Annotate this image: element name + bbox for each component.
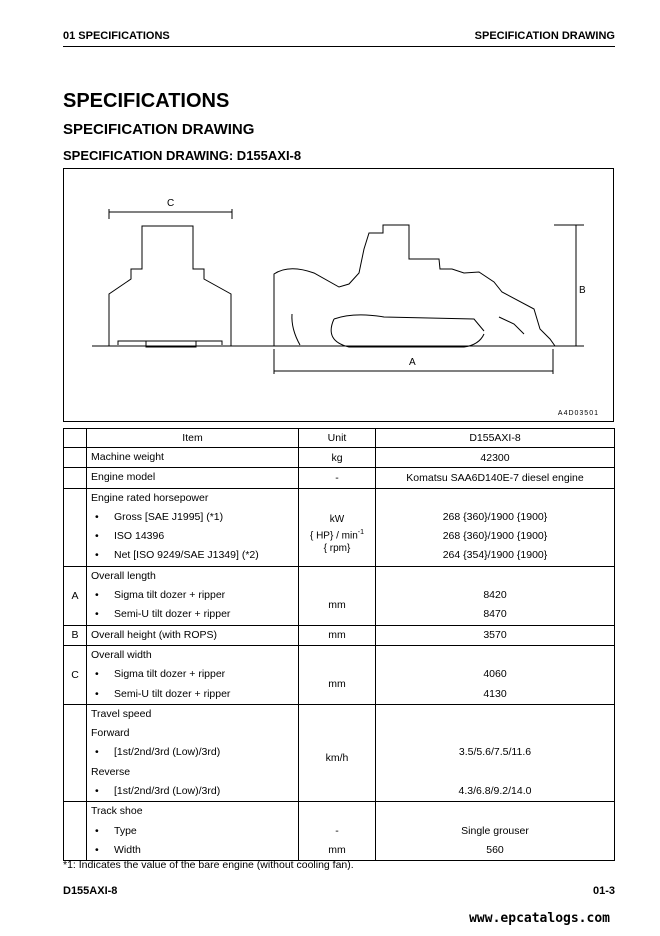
shoe-width-value: 560: [486, 843, 504, 856]
horsepower-unit: kW { $HP\} / \min^{-1}$ { rpm}: [299, 488, 376, 566]
dimension-c-label: C: [167, 198, 175, 209]
table-header-row: [64, 429, 615, 448]
overall-width-unit: mm: [299, 645, 376, 704]
overall-width-label: Overall width: [91, 648, 152, 661]
ref-c: C: [64, 645, 87, 704]
item-header: Item: [87, 429, 299, 448]
shoe-type-unit: -: [335, 824, 339, 837]
page-header: [63, 30, 615, 47]
hp-net-value: 264 {354}/1900 {1900}: [442, 549, 548, 562]
hp-gross-value: 268 {360}/1900 {1900}: [442, 510, 548, 523]
track-shoe-label: Track shoe: [91, 805, 143, 818]
overall-height-value: 3570: [376, 625, 615, 645]
table-row: [64, 625, 615, 645]
travel-speed-unit: km/h: [299, 704, 376, 801]
section-title: SPECIFICATION DRAWING: [63, 121, 255, 138]
table-row: [64, 448, 615, 468]
engine-model-unit: -: [299, 468, 376, 488]
machine-weight-label: Machine weight: [91, 451, 164, 463]
hp-iso-label: ISO 14396: [114, 530, 165, 543]
engine-model-value: Komatsu SAA6D140E-7 diesel engine: [376, 468, 615, 488]
specification-table: [63, 428, 615, 861]
overall-length-label: Overall length: [91, 569, 156, 582]
drawing-title: SPECIFICATION DRAWING: D155AXI-8: [63, 148, 302, 163]
shoe-type-value: Single grouser: [461, 824, 529, 837]
overall-length-unit: mm: [299, 566, 376, 625]
reverse-label: Reverse: [91, 765, 131, 778]
overall-height-label: Overall height (with ROPS): [91, 628, 218, 641]
page-title: SPECIFICATIONS: [63, 90, 230, 112]
model-header: D155AXI-8: [376, 429, 615, 448]
page-number: 01-3: [592, 885, 615, 897]
page-footer: [63, 885, 615, 897]
table-row: Track shoe • Type • Width - mm Single grouser 560: [64, 802, 615, 861]
table-row: Engine rated horsepower • Gross [SAE J1995] (*1) • ISO 14396 • Net [ISO 9249/SAE J1349] (*2) kW { $HP\} / \min^{-1}$ { rpm} 268 {360}/1900 {1900} 268 {360}/1900 {1900} 264 {354}/1900 {1900}: [64, 488, 615, 566]
hp-iso-value: 268 {360}/1900 {1900}: [442, 530, 548, 543]
travel-speed-label: Travel speed: [91, 707, 152, 720]
unit-header: Unit: [299, 429, 376, 448]
dozer-outline-drawing: [64, 169, 615, 423]
length-semiu-value: 8470: [483, 608, 507, 621]
width-sigma-value: 4060: [483, 668, 507, 681]
drawing-code: A4D03501: [557, 410, 599, 417]
ref-header: [64, 429, 87, 448]
reverse-speed-value: 4.3/6.8/9.2/14.0: [458, 785, 532, 798]
length-sigma-value: 8420: [483, 589, 507, 602]
table-row: A Overall length • Sigma tilt dozer + ripper • Semi-U tilt dozer + ripper mm 8420 8470: [64, 566, 615, 625]
footer-model: D155AXI-8: [63, 885, 118, 897]
hp-net-label: Net [ISO 9249/SAE J1349] (*2): [114, 549, 259, 562]
engine-model-label: Engine model: [91, 471, 156, 484]
dimension-b-label: B: [579, 285, 586, 296]
machine-weight-unit: kg: [299, 448, 376, 468]
watermark-link[interactable]: www.epcatalogs.com: [469, 911, 610, 926]
horsepower-label: Engine rated horsepower: [91, 491, 209, 504]
table-row: [64, 468, 615, 488]
machine-weight-value: 42300: [376, 448, 615, 468]
dimension-a-label: A: [409, 357, 416, 368]
hp-gross-label: Gross [SAE J1995] (*1): [114, 510, 224, 523]
specification-drawing: [63, 168, 614, 422]
width-semiu-value: 4130: [483, 687, 507, 700]
footnote: *1: Indicates the value of the bare engine (without cooling fan).: [63, 859, 354, 871]
table-row: C Overall width • Sigma tilt dozer + ripper • Semi-U tilt dozer + ripper mm 4060 4130: [64, 645, 615, 704]
header-topic: SPECIFICATION DRAWING: [474, 30, 615, 42]
ref-a: A: [64, 566, 87, 625]
header-section: 01 SPECIFICATIONS: [63, 30, 170, 42]
overall-height-unit: mm: [299, 625, 376, 645]
shoe-width-unit: mm: [328, 843, 346, 856]
ref-b: B: [64, 625, 87, 645]
table-row: Travel speed Forward • [1st/2nd/3rd (Low)/3rd) Reverse • [1st/2nd/3rd (Low)/3rd) km/h 3.5/5.6/7.5/11.6 4.3/6.8/9.2/14.0: [64, 704, 615, 801]
forward-label: Forward: [91, 727, 130, 740]
forward-speed-value: 3.5/5.6/7.5/11.6: [458, 746, 532, 759]
